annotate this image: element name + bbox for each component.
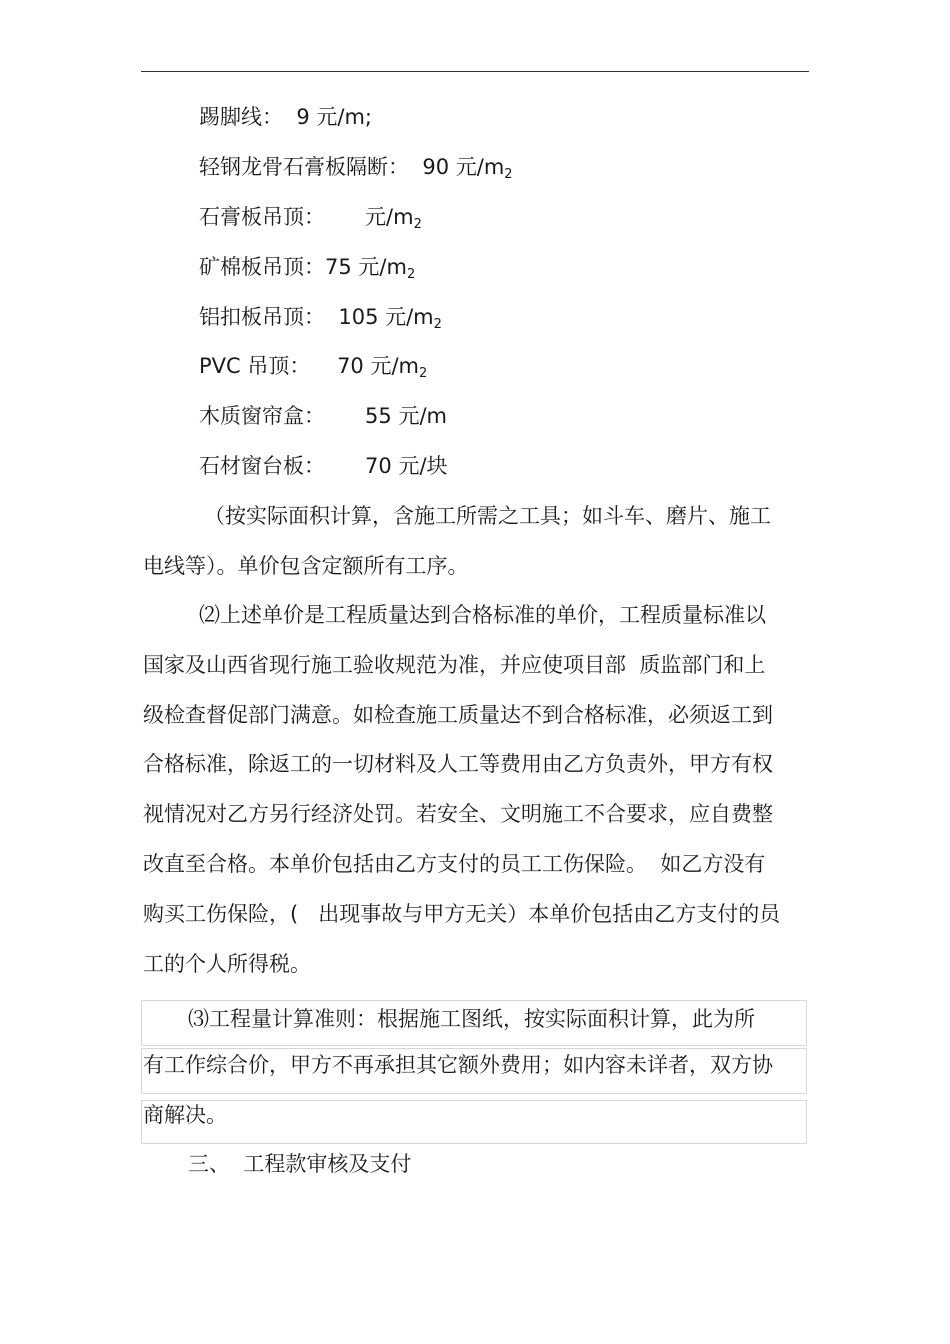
price-item: 铝扣板吊顶： 105 元/m2 [199,305,442,332]
price-item: 石膏板吊顶： 元/m2 [199,205,422,232]
paragraph-line: ⑵上述单价是工程质量达到合格标准的单价，工程质量标准以 [199,603,766,627]
paragraph-line: 合格标准，除返工的一切材料及人工等费用由乙方负责外，甲方有权 [143,752,773,776]
paragraph-line: 级检查督促部门满意。如检查施工质量达不到合格标准，必须返工到 [143,703,773,727]
paragraph-line: 国家及山西省现行施工验收规范为准，并应使项目部 质监部门和上 [143,653,766,677]
paragraph-line: 电线等）。单价包含定额所有工序。 [143,554,469,578]
paragraph-line: 工的个人所得税。 [143,952,311,976]
paragraph-line: 购买工伤保险，( 出现事故与甲方无关）本单价包括由乙方支付的员 [143,902,781,926]
header-rule [141,71,809,72]
text-box-frame [141,1100,807,1144]
paragraph-line: 视情况对乙方另行经济处罚。若安全、文明施工不合要求，应自费整 [143,802,773,826]
paragraph-line: ⑶工程量计算准则：根据施工图纸，按实际面积计算，此为所 [188,1007,755,1031]
paragraph-line: 有工作综合价，甲方不再承担其它额外费用；如内容未详者，双方协 [143,1053,773,1077]
section-heading: 三、 工程款审核及支付 [188,1152,412,1176]
paragraph-line: 改直至合格。本单价包括由乙方支付的员工工伤保险。 如乙方没有 [143,852,766,876]
price-item: PVC 吊顶： 70 元/m2 [199,354,428,381]
price-item: 踢脚线： 9 元/m; [199,105,372,129]
paragraph-line: （按实际面积计算，含施工所需之工具；如斗车、磨片、施工 [204,504,771,528]
price-item: 矿棉板吊顶：75 元/m2 [199,255,416,282]
paragraph-line: 商解决。 [143,1103,227,1127]
price-item: 轻钢龙骨石膏板隔断： 90 元/m2 [199,155,513,182]
price-item: 木质窗帘盒： 55 元/m [199,404,447,428]
price-item: 石材窗台板： 70 元/块 [199,454,448,478]
